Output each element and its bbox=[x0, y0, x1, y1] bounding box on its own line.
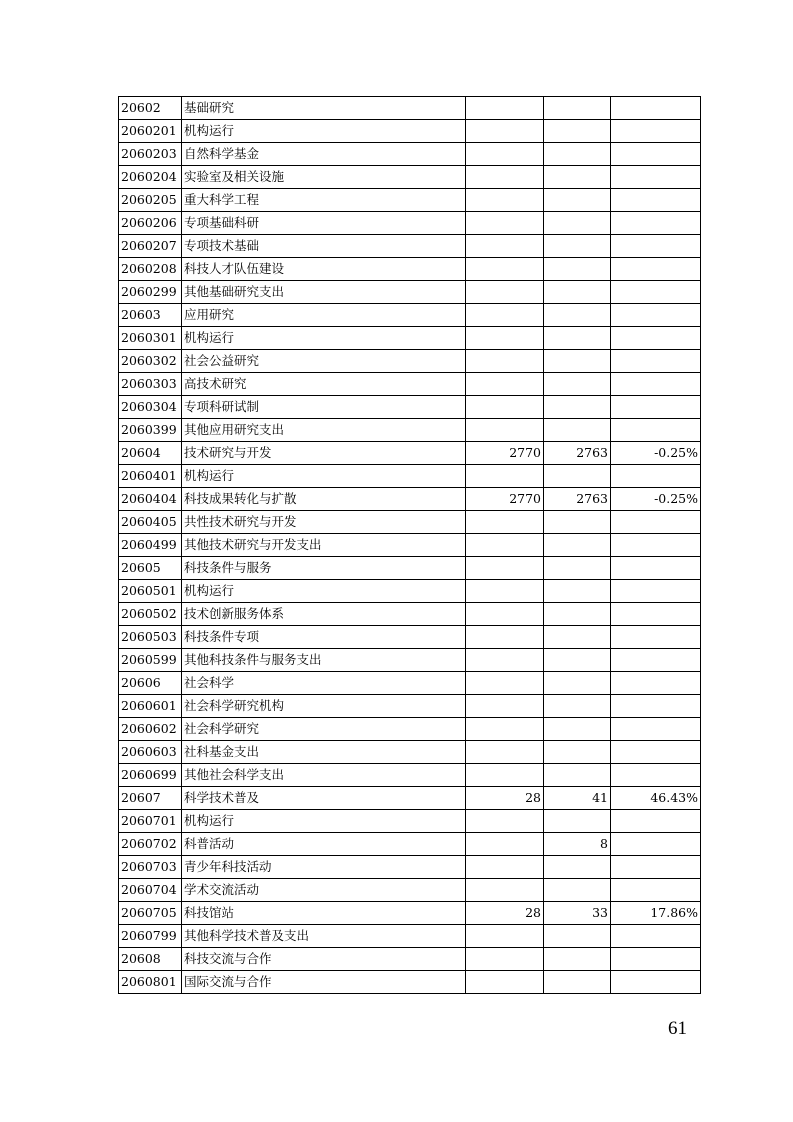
value-cell-3 bbox=[611, 603, 701, 626]
code-cell: 2060302 bbox=[119, 350, 182, 373]
value-cell-2 bbox=[544, 626, 611, 649]
value-cell-1 bbox=[466, 350, 544, 373]
name-cell: 机构运行 bbox=[182, 465, 466, 488]
value-cell-1 bbox=[466, 764, 544, 787]
value-cell-2 bbox=[544, 97, 611, 120]
code-cell: 20608 bbox=[119, 948, 182, 971]
name-cell: 机构运行 bbox=[182, 120, 466, 143]
code-cell: 2060203 bbox=[119, 143, 182, 166]
value-cell-2: 33 bbox=[544, 902, 611, 925]
code-cell: 2060501 bbox=[119, 580, 182, 603]
table-row bbox=[119, 741, 701, 764]
table-row bbox=[119, 948, 701, 971]
value-cell-3 bbox=[611, 810, 701, 833]
value-cell-3: 17.86% bbox=[611, 902, 701, 925]
name-cell: 学术交流活动 bbox=[182, 879, 466, 902]
name-cell: 自然科学基金 bbox=[182, 143, 466, 166]
value-cell-3 bbox=[611, 97, 701, 120]
value-cell-1 bbox=[466, 97, 544, 120]
value-cell-3: -0.25% bbox=[611, 488, 701, 511]
table-row bbox=[119, 764, 701, 787]
value-cell-3 bbox=[611, 396, 701, 419]
value-cell-3 bbox=[611, 419, 701, 442]
code-cell: 20606 bbox=[119, 672, 182, 695]
value-cell-1 bbox=[466, 304, 544, 327]
table-row bbox=[119, 649, 701, 672]
table-row bbox=[119, 258, 701, 281]
value-cell-2 bbox=[544, 764, 611, 787]
table-row bbox=[119, 281, 701, 304]
budget-table bbox=[118, 96, 701, 994]
value-cell-2 bbox=[544, 350, 611, 373]
code-cell: 2060603 bbox=[119, 741, 182, 764]
table-row bbox=[119, 902, 701, 925]
value-cell-2 bbox=[544, 166, 611, 189]
value-cell-1 bbox=[466, 879, 544, 902]
name-cell: 科技成果转化与扩散 bbox=[182, 488, 466, 511]
value-cell-1 bbox=[466, 580, 544, 603]
value-cell-1 bbox=[466, 212, 544, 235]
value-cell-1: 28 bbox=[466, 787, 544, 810]
value-cell-1 bbox=[466, 465, 544, 488]
table-row bbox=[119, 143, 701, 166]
value-cell-1 bbox=[466, 557, 544, 580]
table-row bbox=[119, 304, 701, 327]
value-cell-2 bbox=[544, 258, 611, 281]
value-cell-2 bbox=[544, 235, 611, 258]
table-row bbox=[119, 695, 701, 718]
value-cell-3 bbox=[611, 833, 701, 856]
code-cell: 20602 bbox=[119, 97, 182, 120]
table-row bbox=[119, 833, 701, 856]
table-row bbox=[119, 856, 701, 879]
value-cell-3 bbox=[611, 672, 701, 695]
name-cell: 其他社会科学支出 bbox=[182, 764, 466, 787]
code-cell: 20607 bbox=[119, 787, 182, 810]
value-cell-1 bbox=[466, 534, 544, 557]
value-cell-3 bbox=[611, 143, 701, 166]
table-row bbox=[119, 350, 701, 373]
name-cell: 专项基础科研 bbox=[182, 212, 466, 235]
value-cell-1 bbox=[466, 603, 544, 626]
name-cell: 社会科学研究机构 bbox=[182, 695, 466, 718]
value-cell-2 bbox=[544, 212, 611, 235]
value-cell-2 bbox=[544, 120, 611, 143]
value-cell-2: 2763 bbox=[544, 488, 611, 511]
value-cell-3 bbox=[611, 120, 701, 143]
code-cell: 20604 bbox=[119, 442, 182, 465]
value-cell-1 bbox=[466, 695, 544, 718]
value-cell-1 bbox=[466, 327, 544, 350]
value-cell-3 bbox=[611, 166, 701, 189]
table-row bbox=[119, 718, 701, 741]
value-cell-1 bbox=[466, 948, 544, 971]
code-cell: 2060303 bbox=[119, 373, 182, 396]
table-row bbox=[119, 879, 701, 902]
value-cell-1: 2770 bbox=[466, 488, 544, 511]
value-cell-2 bbox=[544, 373, 611, 396]
name-cell: 其他应用研究支出 bbox=[182, 419, 466, 442]
table-row bbox=[119, 511, 701, 534]
value-cell-1 bbox=[466, 971, 544, 994]
code-cell: 2060301 bbox=[119, 327, 182, 350]
value-cell-3 bbox=[611, 235, 701, 258]
code-cell: 2060704 bbox=[119, 879, 182, 902]
value-cell-2 bbox=[544, 419, 611, 442]
name-cell: 社科基金支出 bbox=[182, 741, 466, 764]
name-cell: 社会科学 bbox=[182, 672, 466, 695]
table-row bbox=[119, 925, 701, 948]
value-cell-2 bbox=[544, 856, 611, 879]
value-cell-2 bbox=[544, 465, 611, 488]
value-cell-1: 28 bbox=[466, 902, 544, 925]
name-cell: 社会公益研究 bbox=[182, 350, 466, 373]
value-cell-2 bbox=[544, 281, 611, 304]
value-cell-3 bbox=[611, 856, 701, 879]
code-cell: 2060702 bbox=[119, 833, 182, 856]
name-cell: 青少年科技活动 bbox=[182, 856, 466, 879]
value-cell-1 bbox=[466, 925, 544, 948]
value-cell-3: 46.43% bbox=[611, 787, 701, 810]
name-cell: 技术研究与开发 bbox=[182, 442, 466, 465]
code-cell: 2060503 bbox=[119, 626, 182, 649]
value-cell-1 bbox=[466, 120, 544, 143]
value-cell-2 bbox=[544, 741, 611, 764]
table-row bbox=[119, 235, 701, 258]
name-cell: 专项技术基础 bbox=[182, 235, 466, 258]
name-cell: 国际交流与合作 bbox=[182, 971, 466, 994]
name-cell: 科学技术普及 bbox=[182, 787, 466, 810]
table-row bbox=[119, 626, 701, 649]
value-cell-2 bbox=[544, 695, 611, 718]
name-cell: 实验室及相关设施 bbox=[182, 166, 466, 189]
value-cell-3 bbox=[611, 741, 701, 764]
table-row bbox=[119, 419, 701, 442]
value-cell-1 bbox=[466, 718, 544, 741]
value-cell-1 bbox=[466, 281, 544, 304]
name-cell: 共性技术研究与开发 bbox=[182, 511, 466, 534]
value-cell-3 bbox=[611, 764, 701, 787]
value-cell-3 bbox=[611, 511, 701, 534]
value-cell-1 bbox=[466, 189, 544, 212]
code-cell: 2060205 bbox=[119, 189, 182, 212]
name-cell: 机构运行 bbox=[182, 580, 466, 603]
name-cell: 科技条件与服务 bbox=[182, 557, 466, 580]
value-cell-2: 41 bbox=[544, 787, 611, 810]
name-cell: 机构运行 bbox=[182, 810, 466, 833]
name-cell: 其他科技条件与服务支出 bbox=[182, 649, 466, 672]
value-cell-3 bbox=[611, 258, 701, 281]
value-cell-2 bbox=[544, 143, 611, 166]
value-cell-2: 2763 bbox=[544, 442, 611, 465]
code-cell: 2060208 bbox=[119, 258, 182, 281]
value-cell-3 bbox=[611, 971, 701, 994]
value-cell-1 bbox=[466, 810, 544, 833]
value-cell-3 bbox=[611, 925, 701, 948]
value-cell-2 bbox=[544, 810, 611, 833]
name-cell: 专项科研试制 bbox=[182, 396, 466, 419]
code-cell: 2060204 bbox=[119, 166, 182, 189]
table-row bbox=[119, 120, 701, 143]
code-cell: 2060299 bbox=[119, 281, 182, 304]
table-row bbox=[119, 787, 701, 810]
value-cell-1 bbox=[466, 143, 544, 166]
code-cell: 2060703 bbox=[119, 856, 182, 879]
table-row bbox=[119, 557, 701, 580]
code-cell: 2060799 bbox=[119, 925, 182, 948]
name-cell: 科普活动 bbox=[182, 833, 466, 856]
table-row bbox=[119, 580, 701, 603]
code-cell: 2060499 bbox=[119, 534, 182, 557]
name-cell: 基础研究 bbox=[182, 97, 466, 120]
value-cell-3 bbox=[611, 718, 701, 741]
value-cell-3 bbox=[611, 350, 701, 373]
name-cell: 应用研究 bbox=[182, 304, 466, 327]
value-cell-3 bbox=[611, 649, 701, 672]
value-cell-3 bbox=[611, 212, 701, 235]
value-cell-1 bbox=[466, 511, 544, 534]
value-cell-2 bbox=[544, 534, 611, 557]
code-cell: 2060801 bbox=[119, 971, 182, 994]
table-row bbox=[119, 672, 701, 695]
name-cell: 重大科学工程 bbox=[182, 189, 466, 212]
table-row bbox=[119, 396, 701, 419]
value-cell-1 bbox=[466, 235, 544, 258]
table-row bbox=[119, 442, 701, 465]
value-cell-3 bbox=[611, 879, 701, 902]
code-cell: 2060699 bbox=[119, 764, 182, 787]
value-cell-2 bbox=[544, 189, 611, 212]
value-cell-1 bbox=[466, 649, 544, 672]
value-cell-2 bbox=[544, 672, 611, 695]
table-row bbox=[119, 810, 701, 833]
table-row bbox=[119, 212, 701, 235]
code-cell: 2060602 bbox=[119, 718, 182, 741]
name-cell: 技术创新服务体系 bbox=[182, 603, 466, 626]
value-cell-3 bbox=[611, 281, 701, 304]
value-cell-1 bbox=[466, 373, 544, 396]
value-cell-3 bbox=[611, 304, 701, 327]
value-cell-2 bbox=[544, 557, 611, 580]
value-cell-2 bbox=[544, 327, 611, 350]
table-row bbox=[119, 327, 701, 350]
value-cell-3 bbox=[611, 189, 701, 212]
budget-table-body bbox=[119, 97, 701, 994]
table-row bbox=[119, 373, 701, 396]
value-cell-3 bbox=[611, 465, 701, 488]
code-cell: 2060601 bbox=[119, 695, 182, 718]
code-cell: 20603 bbox=[119, 304, 182, 327]
value-cell-1 bbox=[466, 833, 544, 856]
code-cell: 2060405 bbox=[119, 511, 182, 534]
name-cell: 其他基础研究支出 bbox=[182, 281, 466, 304]
table-row bbox=[119, 534, 701, 557]
value-cell-3 bbox=[611, 948, 701, 971]
table-row bbox=[119, 603, 701, 626]
value-cell-3 bbox=[611, 626, 701, 649]
value-cell-2: 8 bbox=[544, 833, 611, 856]
name-cell: 科技交流与合作 bbox=[182, 948, 466, 971]
value-cell-1 bbox=[466, 419, 544, 442]
code-cell: 2060304 bbox=[119, 396, 182, 419]
value-cell-1 bbox=[466, 626, 544, 649]
value-cell-1 bbox=[466, 396, 544, 419]
value-cell-1 bbox=[466, 672, 544, 695]
code-cell: 20605 bbox=[119, 557, 182, 580]
value-cell-2 bbox=[544, 304, 611, 327]
table-row bbox=[119, 488, 701, 511]
value-cell-1 bbox=[466, 166, 544, 189]
value-cell-1 bbox=[466, 741, 544, 764]
value-cell-2 bbox=[544, 925, 611, 948]
value-cell-3 bbox=[611, 580, 701, 603]
table-row bbox=[119, 166, 701, 189]
code-cell: 2060502 bbox=[119, 603, 182, 626]
value-cell-3 bbox=[611, 695, 701, 718]
value-cell-3: -0.25% bbox=[611, 442, 701, 465]
code-cell: 2060599 bbox=[119, 649, 182, 672]
code-cell: 2060201 bbox=[119, 120, 182, 143]
value-cell-2 bbox=[544, 879, 611, 902]
value-cell-2 bbox=[544, 971, 611, 994]
code-cell: 2060404 bbox=[119, 488, 182, 511]
value-cell-2 bbox=[544, 511, 611, 534]
code-cell: 2060705 bbox=[119, 902, 182, 925]
table-row bbox=[119, 189, 701, 212]
value-cell-2 bbox=[544, 603, 611, 626]
table-row bbox=[119, 465, 701, 488]
name-cell: 科技人才队伍建设 bbox=[182, 258, 466, 281]
code-cell: 2060701 bbox=[119, 810, 182, 833]
value-cell-1 bbox=[466, 258, 544, 281]
name-cell: 其他技术研究与开发支出 bbox=[182, 534, 466, 557]
name-cell: 机构运行 bbox=[182, 327, 466, 350]
value-cell-2 bbox=[544, 396, 611, 419]
code-cell: 2060206 bbox=[119, 212, 182, 235]
code-cell: 2060401 bbox=[119, 465, 182, 488]
value-cell-2 bbox=[544, 948, 611, 971]
value-cell-2 bbox=[544, 718, 611, 741]
code-cell: 2060207 bbox=[119, 235, 182, 258]
table-row bbox=[119, 971, 701, 994]
name-cell: 社会科学研究 bbox=[182, 718, 466, 741]
value-cell-3 bbox=[611, 534, 701, 557]
name-cell: 科技馆站 bbox=[182, 902, 466, 925]
name-cell: 高技术研究 bbox=[182, 373, 466, 396]
code-cell: 2060399 bbox=[119, 419, 182, 442]
value-cell-2 bbox=[544, 649, 611, 672]
name-cell: 其他科学技术普及支出 bbox=[182, 925, 466, 948]
table-row bbox=[119, 97, 701, 120]
value-cell-2 bbox=[544, 580, 611, 603]
value-cell-3 bbox=[611, 557, 701, 580]
value-cell-1: 2770 bbox=[466, 442, 544, 465]
name-cell: 科技条件专项 bbox=[182, 626, 466, 649]
value-cell-3 bbox=[611, 327, 701, 350]
page-number: 61 bbox=[668, 1018, 687, 1039]
value-cell-1 bbox=[466, 856, 544, 879]
value-cell-3 bbox=[611, 373, 701, 396]
